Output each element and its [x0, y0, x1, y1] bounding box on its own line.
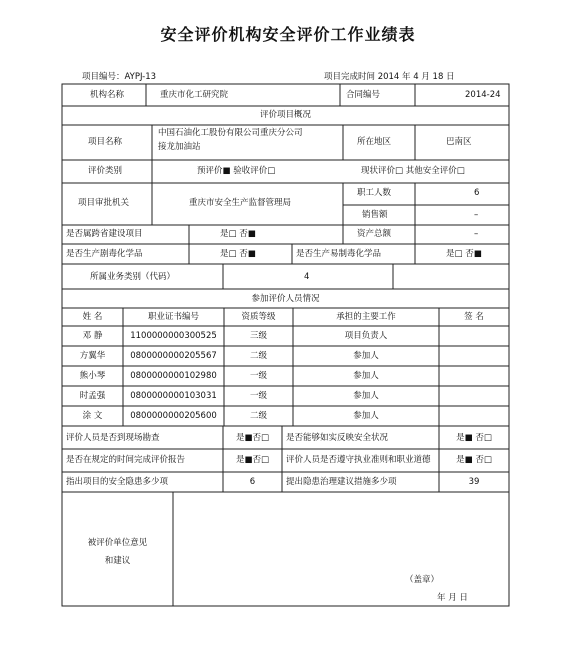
staff-row-level: 三级	[249, 331, 267, 341]
project-name-line-2: 接龙加油站	[158, 142, 201, 152]
employees-value: 6	[474, 188, 480, 198]
staff-row-name: 熊小琴	[79, 371, 106, 381]
staff-row-cert: 0800000000102980	[130, 371, 217, 381]
staff-row-task: 参加人	[353, 351, 379, 361]
precursor-chem-label: 是否生产易制毒化学品	[296, 249, 382, 259]
accurate-report-value: 是■ 否□	[456, 433, 492, 443]
seal-placeholder: （盖章）	[405, 575, 440, 585]
approval-value: 重庆市安全生产监督管理局	[189, 198, 292, 208]
toxic-chem-label: 是否生产剧毒化学品	[66, 249, 143, 259]
staff-header-level: 资质等级	[241, 312, 276, 322]
project-name-line-1: 中国石油化工股份有限公司重庆分公司	[158, 128, 303, 138]
assets-value: –	[474, 229, 479, 239]
staff-row-level: 二级	[249, 411, 267, 421]
staff-row-name: 方翼华	[79, 351, 106, 361]
category-option-b: 现状评价□ 其他安全评价□	[361, 166, 465, 176]
industry-value: 4	[304, 272, 310, 282]
staff-row-task: 参加人	[353, 411, 379, 421]
staff-row-task: 项目负责人	[344, 331, 388, 341]
staff-row-name: 时孟强	[79, 391, 106, 401]
staff-row-task: 参加人	[353, 391, 379, 401]
staff-row-level: 一级	[249, 391, 267, 401]
staff-header-signature: 签 名	[464, 312, 484, 322]
hazards-count-value: 6	[249, 477, 256, 487]
accurate-report-label: 是否能够如实反映安全状况	[286, 433, 389, 443]
contract-value: 2014-24	[465, 90, 501, 100]
project-name-label: 项目名称	[88, 137, 123, 147]
staff-row-name: 涂 文	[82, 411, 103, 421]
measures-count-value: 39	[468, 477, 480, 487]
ethics-label: 评价人员是否遵守执业准则和职业道德	[286, 455, 431, 465]
staff-row-cert: 1100000000300525	[130, 331, 217, 341]
category-option-a: 预评价■ 验收评价□	[197, 166, 276, 176]
staff-header-cert: 职业证书编号	[147, 312, 199, 322]
staff-row-task: 参加人	[353, 371, 379, 381]
toxic-chem-value: 是□ 否■	[220, 249, 256, 259]
section-overview: 评价项目概况	[259, 110, 311, 120]
staff-row-level: 一级	[249, 371, 267, 381]
org-label: 机构名称	[90, 90, 125, 100]
contract-label: 合同编号	[346, 90, 381, 100]
sales-label: 销售额	[362, 210, 388, 220]
site-survey-value: 是■否□	[235, 433, 270, 443]
measures-count-label: 提出隐患治理建议措施多少项	[286, 477, 397, 487]
staff-row-name: 邓 静	[82, 331, 103, 341]
section-staff: 参加评价人员情况	[251, 294, 320, 304]
document-title: 安全评价机构安全评价工作业绩表	[160, 25, 416, 44]
project-number: 项目编号：AYPJ-13	[82, 72, 157, 82]
employees-label: 职工人数	[357, 188, 392, 198]
location-label: 所在地区	[357, 137, 392, 147]
category-label: 评价类别	[88, 166, 123, 176]
staff-row-level: 二级	[249, 351, 267, 361]
staff-row-cert: 0800000000205600	[130, 411, 217, 421]
org-value: 重庆市化工研究院	[160, 90, 229, 100]
ethics-value: 是■ 否□	[456, 455, 492, 465]
approval-label: 项目审批机关	[78, 198, 130, 208]
date-line: 年 月 日	[437, 593, 468, 603]
completion-date: 项目完成时间 2014 年 4 月 18 日	[324, 72, 455, 82]
opinion-label-line-1: 被评价单位意见	[87, 538, 148, 548]
precursor-chem-value: 是□ 否■	[446, 249, 482, 259]
site-survey-label: 评价人员是否到现场勘查	[66, 433, 160, 443]
key-project-label: 是否属跨省建设项目	[66, 229, 143, 239]
staff-header-task: 承担的主要工作	[336, 312, 396, 322]
key-project-value: 是□ 否■	[220, 229, 256, 239]
on-time-value: 是■否□	[235, 455, 270, 465]
staff-row-cert: 0800000000205567	[130, 351, 217, 361]
sales-value: –	[474, 210, 479, 220]
hazards-count-label: 指出项目的安全隐患多少项	[66, 477, 169, 487]
industry-label: 所属业务类别（代码）	[90, 272, 176, 282]
opinion-label-line-2: 和建议	[104, 556, 131, 566]
location-value: 巴南区	[446, 137, 472, 147]
on-time-label: 是否在规定的时间完成评价报告	[66, 455, 186, 465]
staff-row-cert: 0800000000103031	[130, 391, 217, 401]
staff-header-name: 姓 名	[82, 312, 103, 322]
assets-label: 资产总额	[357, 229, 392, 239]
